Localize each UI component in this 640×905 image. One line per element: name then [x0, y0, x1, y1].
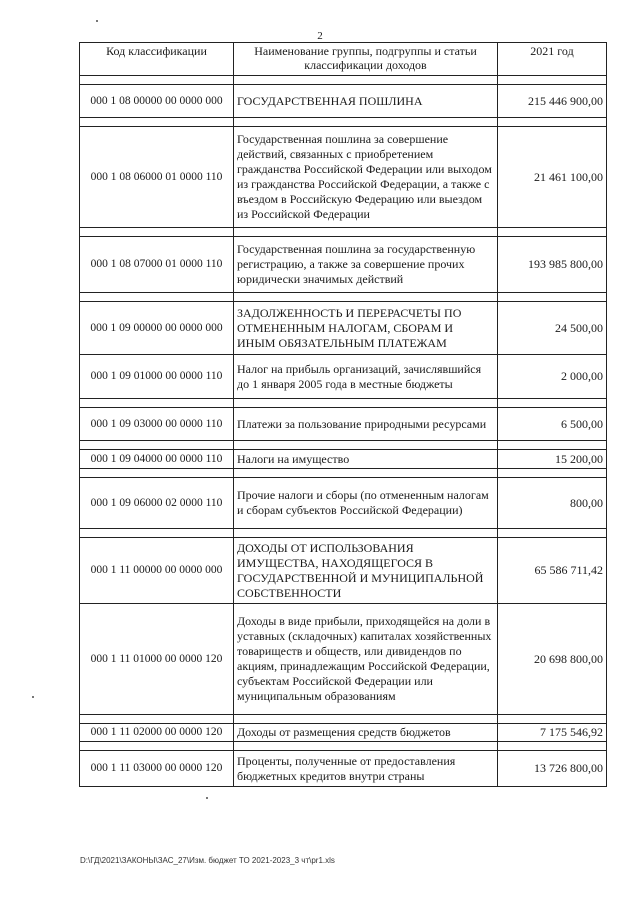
row-amount: 215 446 900,00: [498, 85, 607, 118]
spacer-row: [80, 469, 607, 478]
footer-file-path: D:\ГД\2021\ЗАКОНЫ\ЗАС_27\Изм. бюджет ТО 2021-2023_3 чт\pr1.xls: [80, 856, 335, 865]
row-code: 000 1 09 01000 00 0000 110: [80, 355, 234, 399]
row-name: Налоги на имущество: [234, 450, 498, 469]
table-row: [80, 237, 607, 293]
row-name: ДОХОДЫ ОТ ИСПОЛЬЗОВАНИЯ ИМУЩЕСТВА, НАХОДЯЩЕГОСЯ В ГОСУДАРСТВЕННОЙ И МУНИЦИПАЛЬНОЙ СОБСТВЕННОСТИ: [234, 538, 498, 604]
spacer-row: [80, 228, 607, 237]
spacer-row: [80, 118, 607, 127]
scan-speck: [32, 696, 34, 698]
row-amount: 193 985 800,00: [498, 237, 607, 293]
row-amount: 15 200,00: [498, 450, 607, 469]
row-code: 000 1 08 07000 01 0000 110: [80, 237, 234, 293]
row-amount: 6 500,00: [498, 408, 607, 441]
row-code: 000 1 11 02000 00 0000 120: [80, 724, 234, 742]
row-name: Доходы в виде прибыли, приходящейся на доли в уставных (складочных) капиталах хозяйственных товариществ и обществ, или дивидендов по акциям, принадлежащим Российской Федерации, субъектам Российской Федерации или муниципальным образованиям: [234, 604, 498, 715]
table-row: [80, 85, 607, 118]
spacer-row: [80, 76, 607, 85]
header-amount: 2021 год: [498, 43, 607, 76]
header-code: Код классификации: [80, 43, 234, 76]
row-name: ГОСУДАРСТВЕННАЯ ПОШЛИНА: [234, 85, 498, 118]
table-row: [80, 408, 607, 441]
row-code: 000 1 11 01000 00 0000 120: [80, 604, 234, 715]
row-amount: 21 461 100,00: [498, 127, 607, 228]
row-code: 000 1 08 00000 00 0000 000: [80, 85, 234, 118]
row-name: Прочие налоги и сборы (по отмененным налогам и сборам субъектов Российской Федерации): [234, 478, 498, 529]
row-amount: 2 000,00: [498, 355, 607, 399]
row-code: 000 1 08 06000 01 0000 110: [80, 127, 234, 228]
revenue-table: [79, 42, 607, 787]
table-row: [80, 478, 607, 529]
row-name: Платежи за пользование природными ресурсами: [234, 408, 498, 441]
scan-speck: [206, 797, 208, 799]
row-amount: 65 586 711,42: [498, 538, 607, 604]
row-name: Налог на прибыль организаций, зачислявшийся до 1 января 2005 года в местные бюджеты: [234, 355, 498, 399]
row-code: 000 1 09 00000 00 0000 000: [80, 302, 234, 355]
spacer-row: [80, 441, 607, 450]
spacer-row: [80, 293, 607, 302]
scan-speck: [96, 20, 98, 22]
table-header-row: [80, 43, 607, 76]
row-name: Государственная пошлина за совершение действий, связанных с приобретением гражданства Российской Федерации или выходом из гражданства Российской Федерации, а также с въездом в Российскую Федерацию или выездом из Российской Федерации: [234, 127, 498, 228]
spacer-row: [80, 715, 607, 724]
row-amount: 7 175 546,92: [498, 724, 607, 742]
table-row: [80, 751, 607, 787]
row-amount: 20 698 800,00: [498, 604, 607, 715]
row-code: 000 1 09 03000 00 0000 110: [80, 408, 234, 441]
table-row: [80, 538, 607, 604]
row-amount: 13 726 800,00: [498, 751, 607, 787]
table-row: [80, 127, 607, 228]
row-name: Проценты, полученные от предоставления бюджетных кредитов внутри страны: [234, 751, 498, 787]
row-amount: 800,00: [498, 478, 607, 529]
page-number: 2: [317, 30, 323, 42]
table-row: [80, 724, 607, 742]
table-row: [80, 604, 607, 715]
spacer-row: [80, 742, 607, 751]
table-row: [80, 355, 607, 399]
row-code: 000 1 09 04000 00 0000 110: [80, 450, 234, 469]
row-code: 000 1 11 03000 00 0000 120: [80, 751, 234, 787]
row-amount: 24 500,00: [498, 302, 607, 355]
row-code: 000 1 09 06000 02 0000 110: [80, 478, 234, 529]
row-name: ЗАДОЛЖЕННОСТЬ И ПЕРЕРАСЧЕТЫ ПО ОТМЕНЕННЫМ НАЛОГАМ, СБОРАМ И ИНЫМ ОБЯЗАТЕЛЬНЫМ ПЛАТЕЖАМ: [234, 302, 498, 355]
row-name: Государственная пошлина за государственную регистрацию, а также за совершение прочих юридически значимых действий: [234, 237, 498, 293]
row-code: 000 1 11 00000 00 0000 000: [80, 538, 234, 604]
row-name: Доходы от размещения средств бюджетов: [234, 724, 498, 742]
table-row: [80, 450, 607, 469]
header-name: Наименование группы, подгруппы и статьи классификации доходов: [234, 43, 498, 76]
table-row: [80, 302, 607, 355]
spacer-row: [80, 529, 607, 538]
spacer-row: [80, 399, 607, 408]
